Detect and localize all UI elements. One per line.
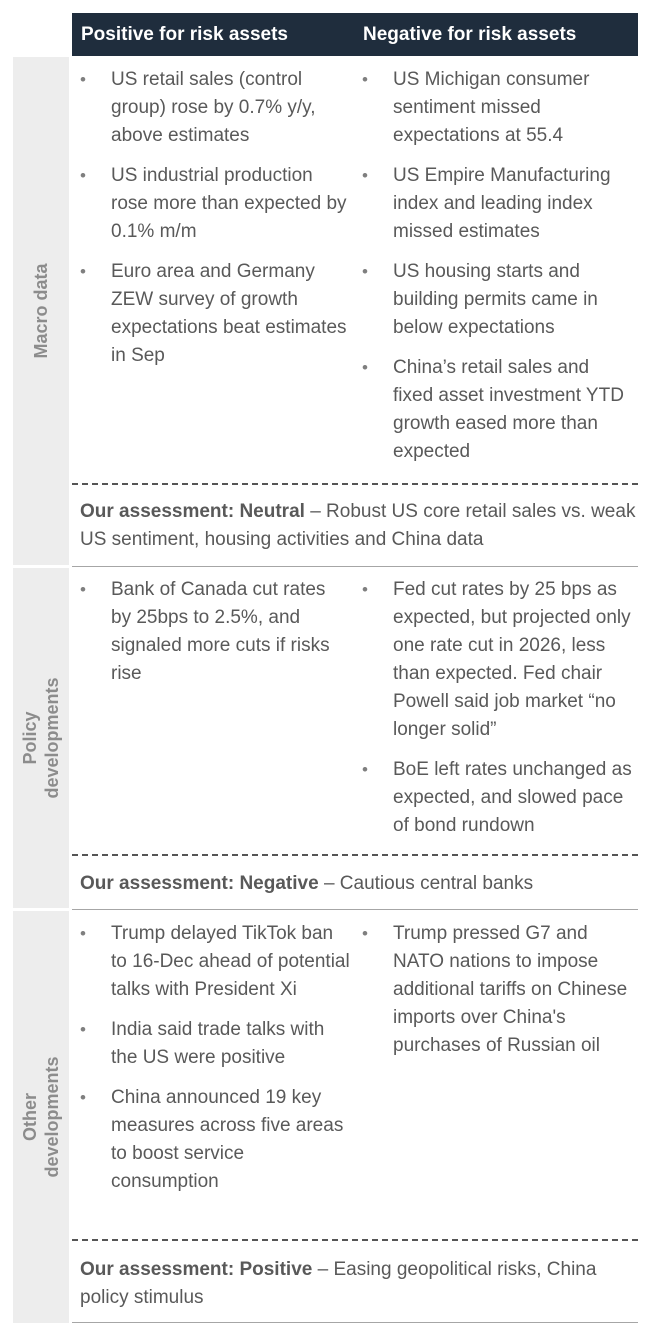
dashed-divider [72, 483, 638, 485]
assessment-text: – Robust US core retail sales vs. weak US sentiment, housing activities and China data [80, 501, 636, 550]
bullet-icon: • [362, 358, 368, 377]
list-item: • US Michigan consumer sentiment missed expectations at 55.4 [362, 66, 634, 150]
positive-list-other [80, 920, 350, 1208]
bullet-icon: • [80, 580, 86, 599]
bullet-icon: • [362, 760, 368, 779]
negative-list-macro [362, 66, 634, 478]
assessment-other [80, 1256, 636, 1312]
assessment-text: – Easing geopolitical risks, China policy stimulus [80, 1259, 597, 1308]
positive-list-policy [80, 576, 350, 700]
header-negative: Negative for risk assets [363, 24, 577, 45]
list-item: • US retail sales (control group) rose by 0.7% y/y, above estimates [80, 66, 350, 150]
header-positive: Positive for risk assets [81, 24, 288, 45]
list-item: • China announced 19 key measures across five areas to boost service consumption [80, 1084, 350, 1196]
table-bottom-rule [72, 1322, 638, 1323]
section-label-line1: Other [20, 1092, 40, 1142]
list-item: • Trump delayed TikTok ban to 16-Dec ahead of potential talks with President Xi [80, 920, 350, 1004]
bullet-icon: • [80, 262, 86, 281]
section-divider [72, 909, 638, 910]
assessment-label: Our assessment: Negative [80, 873, 319, 894]
section-label-line1: Policy [20, 711, 40, 765]
section-label-line1: Macro data [31, 263, 51, 359]
bullet-icon: • [362, 262, 368, 281]
bullet-icon: • [362, 70, 368, 89]
bullet-icon: • [80, 924, 86, 943]
bullet-icon: • [80, 70, 86, 89]
negative-list-policy [362, 576, 634, 852]
list-item: • US industrial production rose more than expected by 0.1% m/m [80, 162, 350, 246]
list-item: • Trump pressed G7 and NATO nations to impose additional tariffs on Chinese imports over China's purchases of Russian oil [362, 920, 634, 1060]
list-item: • Bank of Canada cut rates by 25bps to 2.5%, and signaled more cuts if risks rise [80, 576, 350, 688]
bullet-icon: • [362, 924, 368, 943]
list-item: • Euro area and Germany ZEW survey of growth expectations beat estimates in Sep [80, 258, 350, 370]
negative-list-other [362, 920, 634, 1072]
list-item: • US housing starts and building permits came in below expectations [362, 258, 634, 342]
dashed-divider [72, 854, 638, 856]
section-label-line2: developments [42, 677, 62, 799]
section-divider [72, 566, 638, 567]
positive-list-macro [80, 66, 350, 382]
assessment-label: Our assessment: Neutral [80, 501, 305, 522]
assessment-label: Our assessment: Positive [80, 1259, 313, 1280]
bullet-icon: • [80, 166, 86, 185]
list-item: • US Empire Manufacturing index and leading index missed estimates [362, 162, 634, 246]
list-item: • BoE left rates unchanged as expected, and slowed pace of bond rundown [362, 756, 634, 840]
assessment-policy [80, 870, 636, 898]
dashed-divider [72, 1239, 638, 1241]
bullet-icon: • [80, 1020, 86, 1039]
section-label-line2: developments [42, 1056, 62, 1178]
assessment-text: – Cautious central banks [318, 873, 534, 894]
section-label-macro [13, 57, 69, 565]
list-item: • Fed cut rates by 25 bps as expected, but projected only one rate cut in 2026, less than expected. Fed chair Powell said job market “no longer solid” [362, 576, 634, 744]
bullet-icon: • [362, 580, 368, 599]
section-label-policy [13, 568, 69, 908]
assessment-macro [80, 498, 636, 554]
table-header [72, 13, 638, 56]
list-item: • India said trade talks with the US were positive [80, 1016, 350, 1072]
bullet-icon: • [80, 1088, 86, 1107]
list-item: • China’s retail sales and fixed asset investment YTD growth eased more than expected [362, 354, 634, 466]
section-label-other [13, 911, 69, 1323]
bullet-icon: • [362, 166, 368, 185]
